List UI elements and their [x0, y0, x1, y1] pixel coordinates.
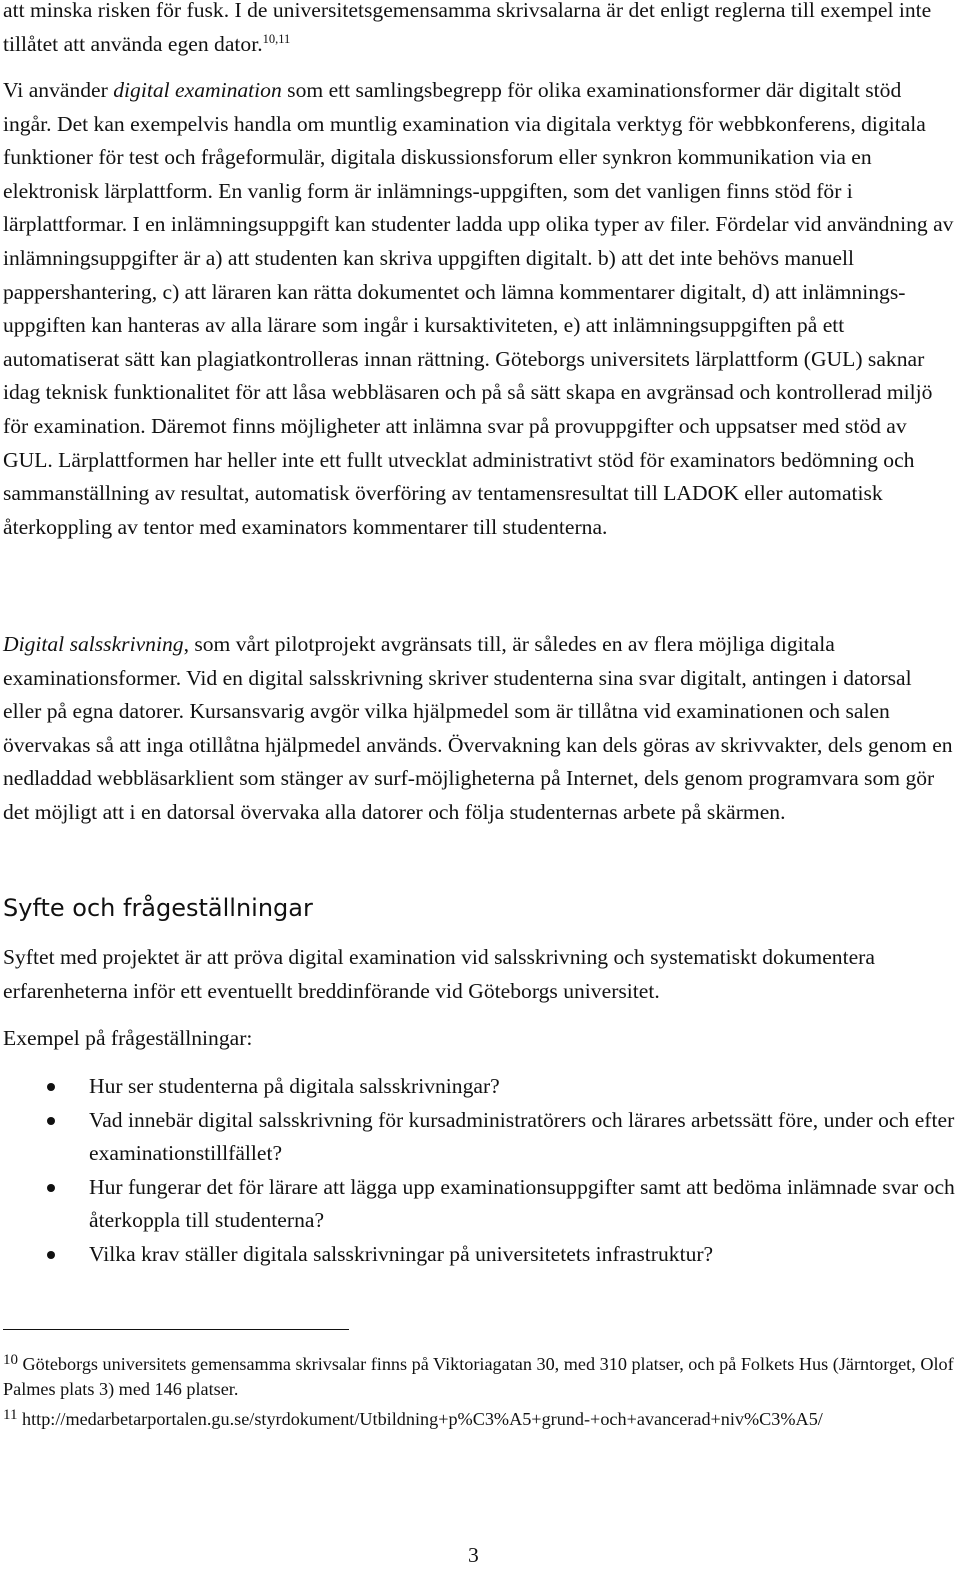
- list-item: [3, 1070, 955, 1104]
- list-item: [3, 1238, 955, 1272]
- footnotes: [3, 1352, 955, 1438]
- bullet-icon: [47, 1184, 55, 1192]
- examples-intro: Exempel på frågeställningar:: [3, 1026, 253, 1050]
- question-text: Vad innebär digital salsskrivning för kursadministratörers och lärares arbetssätt före, under och efter examinationstillfället?: [89, 1107, 955, 1166]
- salsskrivning-body: , som vårt pilotprojekt avgränsats till, är således en av flera möjliga digitala examinationsformer. Vid en digital salsskrivning skriver studenterna sina svar digitalt, antingen i datorsal eller på egna datorer. Kursansvarig avgör vilka hjälpmedel som är tillåtna vid examinationen och salen övervakas så att inga otillåtna hjälpmedel används. Övervakning kan dels göras av skrivvakter, dels genom en nedladdad webbläsarklient som stänger av surf-möjligheterna på Internet, dels genom programvara som gör det möjligt att i en datorsal övervaka alla datorer och följa studenternas arbete på skärmen.: [3, 632, 953, 824]
- list-item: [3, 1171, 955, 1238]
- bullet-icon: [47, 1083, 55, 1091]
- bullet-icon: [47, 1251, 55, 1259]
- footnote-number: 10: [3, 1352, 18, 1368]
- question-list: [3, 1070, 955, 1272]
- digital-examination-term: digital examination: [113, 78, 282, 102]
- footnote-divider: [3, 1329, 349, 1330]
- digital-exam-lead: Vi använder: [3, 78, 114, 102]
- digital-salsskrivning-term: Digital salsskrivning: [3, 632, 184, 656]
- digital-exam-body: som ett samlingsbegrepp för olika examinationsformer där digitalt stöd ingår. Det kan exempelvis handla om muntlig examination via digitala verktyg för webbkonferens, digitala funktioner för test och frågeformulär, digitala diskussionsforum eller synkron kommunikation via en elektronisk lärplattform. En vanlig form är inlämnings-uppgiften, som det vanligen finns stöd för i lärplattformar. I en inlämningsuppgift kan studenter ladda upp olika typer av filer. Fördelar vid användning av inlämningsuppgifter är a) att studenten kan skriva uppgiften digitalt. b) att det inte behövs manuell pappershantering, c) att läraren kan rätta dokumentet och lämna kommentarer digitalt, d) att inlämnings-uppgiften kan hanteras av alla lärare som ingår i kursaktiviteten, e) att inlämningsuppgiften på ett automatiserat sätt kan plagiatkontrolleras innan rättning. Göteborgs universitets lärplattform (GUL) saknar idag teknisk funktionalitet för att låsa webbläsaren och på så sätt skapa en avgränsad och kontrollerad miljö för examination. Däremot finns möjligheter att inlämna svar på provuppgifter och uppsatser med stöd av GUL. Lärplattformen har heller inte ett fullt utvecklat administrativt stöd för examinators bedömning och sammanställning av resultat, automatisk överföring av tentamensresultat till LADOK eller automatisk återkoppling av tentor med examinators kommentarer till studenterna.: [3, 78, 954, 539]
- section-heading: Syfte och frågeställningar: [3, 894, 313, 922]
- question-text: Hur fungerar det för lärare att lägga upp examinationsuppgifter samt att bedöma inlämnade svar och återkoppla till studenterna?: [89, 1174, 955, 1233]
- footnote-text: Göteborgs universitets gemensamma skrivsalar finns på Viktoriagatan 30, med 310 platser, och på Folkets Hus (Järntorget, Olof Palmes plats 3) med 146 platser.: [3, 1354, 954, 1399]
- digital-salsskrivning-paragraph: [3, 628, 955, 830]
- page-number: 3: [468, 1543, 479, 1567]
- digital-examination-paragraph: [3, 74, 955, 544]
- intro-text: att minska risken för fusk. I de universitetsgemensamma skrivsalarna är det enligt reglerna till exempel inte tillåtet att använda egen dator.: [3, 0, 932, 56]
- footnote-link[interactable]: http://medarbetarportalen.gu.se/styrdokument/Utbildning+p%C3%A5+grund-+och+avancerad+niv%C3%A5/: [17, 1409, 823, 1429]
- footnote-10: [3, 1352, 955, 1401]
- footnote-reference[interactable]: 10,11: [262, 31, 291, 46]
- intro-paragraph: [3, 0, 955, 61]
- question-text: Vilka krav ställer digitala salsskrivningar på universitetets infrastruktur?: [89, 1241, 714, 1266]
- list-item: [3, 1104, 955, 1171]
- question-text: Hur ser studenterna på digitala salsskrivningar?: [89, 1074, 500, 1098]
- footnote-11: [3, 1407, 955, 1432]
- footnote-number: 11: [3, 1407, 18, 1423]
- purpose-paragraph: Syftet med projektet är att pröva digital examination vid salsskrivning och systematiskt dokumentera erfarenheterna inför ett eventuellt breddinförande vid Göteborgs universitet.: [3, 945, 875, 1003]
- bullet-icon: [47, 1117, 55, 1125]
